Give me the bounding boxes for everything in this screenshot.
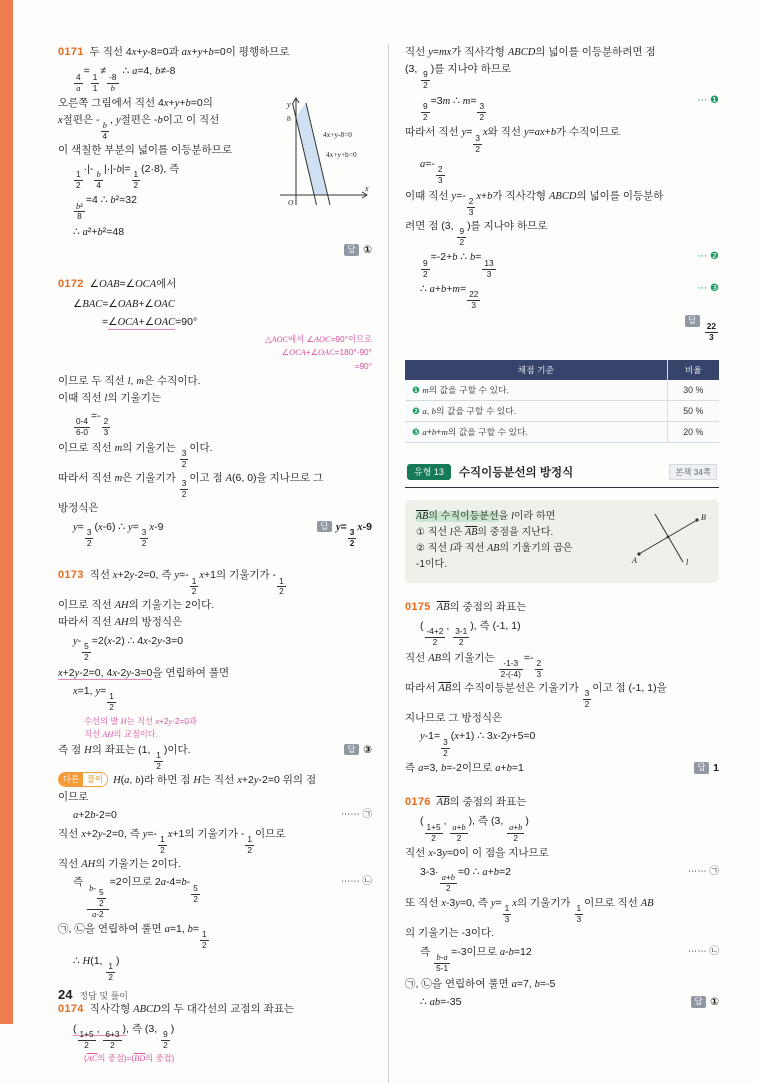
grading-step-mark: ⋯ ❸ bbox=[697, 283, 719, 295]
problem-number: 0175 bbox=[405, 600, 431, 613]
solution-line: =∠OCA+∠OAC=90° bbox=[102, 316, 198, 329]
y-axis-label: y bbox=[287, 99, 291, 109]
solution-line: 직선 x-3y=0이 이 점을 지나므로 bbox=[405, 847, 549, 860]
solution-line: 이므로 직선 AH의 기울기는 2이다. bbox=[58, 599, 215, 612]
answer-box-label: 답 bbox=[685, 315, 700, 327]
equation-ref-mark: ⋯⋯ ㉡ bbox=[340, 876, 372, 888]
problem-number: 0172 bbox=[58, 278, 84, 291]
problem-0174 bbox=[58, 1001, 372, 1065]
solution-line: $\frac{1}{2}$ ·|- $\frac{b}{4}$ |·|-b|= $\frac{1}{2}$ (2·8), 즉 bbox=[76, 162, 180, 190]
criteria-cell: ❷ a, b의 값을 구할 수 있다. bbox=[405, 400, 667, 421]
criteria-cell: ❶ m의 값을 구할 수 있다. bbox=[405, 380, 667, 401]
coordinate-plane-figure bbox=[266, 95, 372, 217]
solution-line: 0175 AB의 중점의 좌표는 bbox=[405, 600, 527, 613]
solution-line: 답 ① ∴ ab=-35 bbox=[405, 994, 719, 1011]
solution-line: 따라서 직선 m은 기울기가 $\frac{3}{2}$ 이고 점 A(6, 0)을 지나므로 그 bbox=[58, 471, 324, 500]
equation-ref-mark: ⋯⋯ ㉠ bbox=[340, 809, 372, 821]
solution-line: y 8 O x 4x+y-8=0 4x+y+b=0 오른쪽 그림에서 직선 4x+y+b=0의 bbox=[58, 95, 372, 112]
solution-line: 직선 y=mx가 직사각형 ABCD의 넓이를 이등분하려면 점 bbox=[405, 46, 656, 58]
solution-line: 답 1 즉 a=3, b=-2이므로 a+b=1 bbox=[405, 760, 719, 777]
answer-value: y= $\frac{3}{2}$ x-9 bbox=[335, 520, 372, 548]
solution-line: 이므로 bbox=[58, 790, 89, 803]
answer-value: $\frac{22}{3}$ bbox=[706, 321, 716, 342]
solution-line: ( $\frac{1+5}{2}$ , $\frac{6+3}{2}$ ), 즉 (3, $\frac{9}{2}$ ) bbox=[73, 1022, 175, 1050]
answer-box-label: 답 bbox=[344, 244, 359, 256]
solution-line bbox=[405, 313, 719, 343]
problem-number: 0176 bbox=[405, 796, 431, 809]
solution-line: ⋯ ❸ ∴ a+b+m= $\frac{22}{3}$ bbox=[420, 283, 719, 311]
table-header-row bbox=[405, 360, 719, 380]
solution-line: ∴ a²+b²=48 bbox=[73, 225, 125, 238]
point-a-label: A bbox=[632, 555, 637, 565]
solution-line: a=- $\frac{2}{3}$ bbox=[420, 157, 443, 186]
solution-line: 0173 직선 x+2y-2=0, 즉 y=- $\frac{1}{2}$ x+1의 기울기가 - $\frac{1}{2}$ bbox=[58, 569, 284, 597]
table-header-cell: 채점 기준 bbox=[405, 360, 667, 380]
solution-line: x절편은 - $\frac{b}{4}$ , y절편은 -b이고 이 직선 bbox=[58, 113, 220, 142]
solution-line: ⋯⋯ ㉠ 3-3· $\frac{a+b}{2}$ =0 ∴ a+b=2 bbox=[420, 865, 719, 893]
solution-line: 수선의 발 H는 직선 x+2y-2=0과 bbox=[84, 715, 198, 726]
solution-line: △AOC에서 ∠AOC=90°이므로 bbox=[265, 333, 372, 344]
solution-line: ① 직선 l은 AB의 중점을 지난다. bbox=[416, 527, 554, 539]
solution-line: ㉠, ㉡을 연립하여 풀면 a=1, b= $\frac{1}{2}$ bbox=[58, 923, 207, 951]
problem-number: 0174 bbox=[58, 1003, 84, 1016]
solution-line: ⋯ ❷ $\frac{9}{2}$ =-2+b ∴ b= $\frac{13}{3}$ bbox=[423, 251, 719, 279]
problem-0173 bbox=[58, 567, 372, 984]
page-edge-strip bbox=[0, 0, 13, 1024]
y-intercept-label: 8 bbox=[287, 113, 291, 123]
solution-line: 이때 직선 y=- $\frac{2}{3}$ x+b가 직사각형 ABCD의 넓이를 이등분하 bbox=[405, 189, 664, 217]
line-l-label: l bbox=[686, 557, 689, 567]
answer-box-label: 답 bbox=[344, 744, 359, 756]
type-section-header bbox=[405, 461, 719, 488]
left-column bbox=[58, 44, 372, 1083]
table-row bbox=[405, 380, 719, 401]
solution-line: 0171 두 직선 4x+y-8=0과 ax+y+b=0이 평행하므로 bbox=[58, 46, 290, 58]
right-column bbox=[405, 44, 719, 1083]
solution-line: 따라서 AB의 수직이등분선은 기울기가 $\frac{3}{2}$ 이고 점 (-1, 1)을 bbox=[405, 681, 667, 709]
answer bbox=[691, 994, 719, 1011]
line1-equation-label: 4x+y-8=0 bbox=[323, 129, 352, 139]
solution-line: 다른 풀이 H(a, b)라 하면 점 H는 직선 x+2y-2=0 위의 점 bbox=[58, 772, 372, 789]
solution-line: 려면 점 (3, $\frac{9}{2}$ )를 지나야 하므로 bbox=[405, 219, 548, 247]
answer-box-label: 답 bbox=[691, 996, 706, 1008]
origin-label: O bbox=[288, 197, 294, 207]
solution-continuation bbox=[405, 44, 719, 343]
answer-value: ③ bbox=[363, 743, 372, 756]
workbook-page-ref: 본책 34쪽 bbox=[669, 464, 717, 480]
solution-line: y- $\frac{5}{2}$ =2(x-2) ∴ 4x-2y-3=0 bbox=[73, 634, 184, 663]
solution-line: 직선 AH의 기울기는 2이다. bbox=[58, 857, 181, 870]
problem-0175 bbox=[405, 599, 719, 777]
line-l bbox=[655, 514, 683, 562]
figure-0171-graph bbox=[266, 95, 372, 223]
perpendicular-bisector-figure bbox=[631, 510, 711, 573]
point-b-label: B bbox=[701, 512, 706, 522]
solution-line: y-1= $\frac{3}{2}$ (x+1) ∴ 3x-2y+5=0 bbox=[420, 730, 536, 758]
solution-line: ㉠, ㉡을 연립하여 풀면 a=7, b=-5 bbox=[405, 977, 556, 990]
solution-line: ∴ H(1, $\frac{1}{2}$ ) bbox=[73, 954, 120, 983]
table-row bbox=[405, 400, 719, 421]
criteria-cell: ❸ a+b+m의 값을 구할 수 있다. bbox=[405, 421, 667, 442]
bisector-diagram bbox=[631, 510, 711, 568]
table-row bbox=[405, 421, 719, 442]
grading-step-mark: ⋯ ❶ bbox=[697, 94, 719, 106]
ratio-cell: 30 % bbox=[667, 380, 719, 401]
problem-0171 bbox=[58, 44, 372, 259]
ratio-cell: 20 % bbox=[667, 421, 719, 442]
solution-line: 답 ③ 즉 점 H의 좌표는 (1, $\frac{1}{2}$ )이다. bbox=[58, 743, 372, 771]
solution-line: (3, $\frac{9}{2}$ )를 지나야 하므로 bbox=[405, 63, 512, 91]
grading-criteria-table bbox=[405, 360, 719, 443]
answer bbox=[694, 760, 719, 777]
solution-line: $\frac{0-4}{6-0}$ =- $\frac{2}{3}$ bbox=[76, 410, 109, 438]
solution-line: ( $\frac{1+5}{2}$ , $\frac{a+b}{2}$ ), 즉 (3, $\frac{a+b}{2}$ ) bbox=[420, 815, 529, 843]
solution-line: AB의 수직이등분선을 l이라 하면 bbox=[416, 510, 556, 522]
problem-0172 bbox=[58, 276, 372, 550]
page-content bbox=[58, 44, 720, 1083]
problem-number: 0171 bbox=[58, 46, 84, 58]
solution-line: ⋯⋯ ㉡ 즉 $\frac{b-a}{5-1}$ =-3이므로 a-b=12 bbox=[420, 945, 719, 974]
answer-value: ① bbox=[710, 996, 719, 1009]
answer bbox=[685, 314, 719, 342]
solution-line: 0172 ∠OAB=∠OCA에서 bbox=[58, 278, 177, 291]
column-divider bbox=[388, 44, 389, 1083]
solution-line: ⋯⋯ ㉠ a+2b-2=0 bbox=[73, 809, 372, 822]
solution-line bbox=[58, 242, 372, 259]
solution-line: 직선 AH의 교점이다. bbox=[84, 729, 159, 740]
solution-line: 또 직선 x-3y=0, 즉 y= $\frac{1}{3}$ x의 기울기가 $\frac{1}{3}$ 이므로 직선 AB bbox=[405, 897, 654, 925]
solution-line: 답 y= $\frac{3}{2}$ x-9 y= $\frac{3}{2}$ (x-6) ∴ y= $\frac{3}{2}$ x-9 bbox=[73, 520, 372, 548]
grading-step-mark: ⋯ ❷ bbox=[697, 251, 719, 263]
solution-line: 직선 AB의 기울기는 $\frac{-1-3}{2-(-4)}$ =- $\frac{2}{3}$ bbox=[405, 651, 542, 679]
solution-line: ( $\frac{-4+2}{2}$ , $\frac{3-1}{2}$ ), 즉 (-1, 1) bbox=[420, 619, 521, 648]
answer-box-label: 답 bbox=[317, 521, 332, 533]
ratio-cell: 50 % bbox=[667, 400, 719, 421]
page-footer bbox=[58, 987, 128, 1002]
x-axis-label: x bbox=[365, 183, 369, 193]
solution-line: =90° bbox=[354, 360, 372, 371]
shaded-region bbox=[296, 103, 327, 195]
solution-line: $\frac{4}{a}$ = $\frac{1}{1}$ ≠ $\frac{-8}{b}$ ∴ a=4, b≠-8 bbox=[76, 65, 176, 93]
type-badge: 유형 13 bbox=[407, 464, 451, 480]
solution-line: x+2y-2=0, 4x-2y-3=0을 연립하여 풀면 bbox=[58, 666, 230, 679]
solution-line: 0174 직사각형 ABCD의 두 대각선의 교점의 좌표는 bbox=[58, 1003, 295, 1016]
solution-line: 이 색칠한 부분의 넓이를 이등분하므로 bbox=[58, 144, 232, 157]
problem-0176 bbox=[405, 794, 719, 1012]
type-title: 수직이등분선의 방정식 bbox=[458, 466, 574, 479]
line2-equation-label: 4x+y+b=0 bbox=[326, 149, 357, 159]
solution-line: (AC의 중점)=(BD의 중점) bbox=[84, 1053, 175, 1064]
midpoint-dot bbox=[667, 536, 670, 539]
solution-line: 따라서 직선 AH의 방정식은 bbox=[58, 616, 183, 629]
solution-line: 방정식은 bbox=[58, 502, 99, 515]
solution-line: x=1, y= $\frac{1}{2}$ bbox=[73, 685, 114, 713]
solution-line: 이때 직선 l의 기울기는 bbox=[58, 391, 161, 404]
solution-line: 직선 x+2y-2=0, 즉 y=- $\frac{1}{2}$ x+1의 기울기가 - $\frac{1}{2}$ 이므로 bbox=[58, 827, 286, 855]
answer bbox=[317, 519, 372, 549]
answer bbox=[344, 742, 372, 759]
solution-line: 이므로 직선 m의 기울기는 $\frac{3}{2}$ 이다. bbox=[58, 441, 213, 469]
answer-box-label: 답 bbox=[694, 762, 709, 774]
solution-line: ∠OCA+∠OAC=180°-90° bbox=[281, 347, 372, 358]
answer-value: ① bbox=[363, 244, 372, 257]
solution-line: 의 기울기는 -3이다. bbox=[405, 927, 495, 940]
solution-line: -1이다. bbox=[416, 559, 447, 571]
concept-info-box bbox=[405, 500, 719, 583]
solution-line: 0176 AB의 중점의 좌표는 bbox=[405, 796, 527, 809]
problem-number: 0173 bbox=[58, 569, 84, 582]
answer bbox=[344, 244, 372, 256]
page-number: 24 bbox=[58, 987, 73, 1002]
answer-value: 1 bbox=[713, 762, 719, 775]
solution-line: ⋯⋯ ㉡ 즉 b- $\frac{5}{2}$ a-2 =2이므로 2a-4=b- $\frac{5}{2}$ bbox=[73, 876, 372, 919]
solution-line: 지나므로 그 방정식은 bbox=[405, 711, 503, 724]
alt-solution-badge: 다른 풀이 bbox=[58, 772, 108, 787]
equation-ref-mark: ⋯⋯ ㉡ bbox=[687, 945, 719, 957]
solution-line: ② 직선 l과 직선 AB의 기울기의 곱은 bbox=[416, 543, 573, 555]
solution-line: ∠BAC=∠OAB+∠OAC bbox=[73, 297, 175, 310]
equation-ref-mark: ⋯⋯ ㉠ bbox=[687, 865, 719, 877]
solution-line: 따라서 직선 y= $\frac{3}{2}$ x와 직선 y=ax+b가 수직이므로 bbox=[405, 126, 620, 154]
solution-line: ⋯ ❶ $\frac{9}{2}$ =3m ∴ m= $\frac{3}{2}$ bbox=[423, 94, 719, 122]
solution-line: 이므로 두 직선 l, m은 수직이다. bbox=[58, 374, 201, 387]
footer-label: 정답 및 풀이 bbox=[79, 991, 128, 1001]
solution-line: $\frac{\text{b²}}{8}$ =4 ∴ b²=32 bbox=[76, 194, 137, 222]
table-header-cell: 비율 bbox=[667, 360, 719, 380]
